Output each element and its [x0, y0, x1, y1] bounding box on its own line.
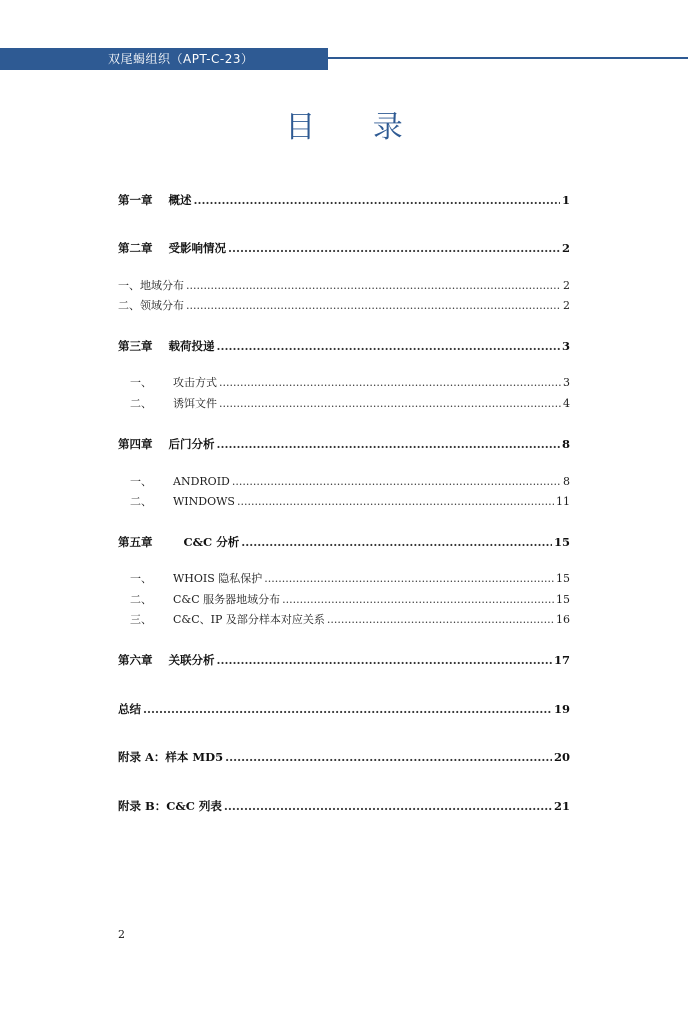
toc-entry-chapter-1[interactable]	[118, 192, 570, 208]
chapter-label: 第二章	[118, 241, 153, 255]
page-ref: 2	[561, 241, 570, 255]
dot-leader	[327, 612, 554, 628]
chapter-label: 第四章	[118, 437, 153, 451]
chapter-label: 第一章	[118, 193, 153, 207]
toc-entry-chapter-3[interactable]	[118, 338, 570, 354]
toc-title: 目 录	[285, 110, 427, 145]
dot-leader	[219, 396, 561, 412]
toc-entry-appendix-a[interactable]	[118, 749, 570, 765]
page-ref: 17	[553, 653, 570, 667]
chapter-title: 总结	[118, 702, 141, 716]
toc-entry-section[interactable]	[118, 474, 570, 490]
chapter-label: 第五章	[118, 535, 153, 549]
page-ref: 8	[563, 475, 570, 488]
chapter-label: 第六章	[118, 653, 153, 667]
section-prefix: 一、	[130, 572, 152, 585]
toc-entry-chapter-5[interactable]	[118, 534, 570, 550]
toc-entry-chapter-2[interactable]	[118, 240, 570, 256]
page-ref: 11	[556, 495, 570, 508]
section-prefix: 三、	[130, 613, 152, 626]
dot-leader	[241, 534, 552, 550]
dot-leader	[217, 338, 560, 354]
page-ref: 20	[553, 750, 570, 764]
dot-leader	[224, 798, 552, 814]
dot-leader	[237, 494, 554, 510]
chapter-title: 载荷投递	[168, 339, 215, 353]
section-title: 攻击方式	[173, 376, 217, 389]
running-header	[0, 48, 688, 70]
section-title: WHOIS 隐私保护	[173, 572, 263, 585]
toc-entry-section[interactable]	[118, 571, 570, 587]
dot-leader	[232, 474, 561, 490]
page-ref: 19	[553, 702, 570, 716]
page-ref: 15	[556, 572, 570, 585]
dot-leader	[282, 592, 554, 608]
toc-entry-section[interactable]	[118, 612, 570, 628]
toc-entry-section[interactable]	[118, 375, 570, 391]
toc-entry-chapter-4[interactable]	[118, 436, 570, 452]
toc-entry-section[interactable]	[118, 278, 570, 294]
dot-leader	[143, 701, 552, 717]
page-ref: 16	[556, 613, 570, 626]
page-ref: 15	[553, 535, 570, 549]
page-ref: 4	[563, 397, 570, 410]
toc-entry-section[interactable]	[118, 592, 570, 608]
toc-entry-summary[interactable]	[118, 701, 570, 717]
section-prefix: 二、	[130, 397, 152, 410]
page-ref: 1	[561, 193, 570, 207]
section-prefix: 二、	[130, 593, 152, 606]
dot-leader	[186, 298, 561, 314]
section-prefix: 二、	[130, 495, 152, 508]
page-ref: 3	[561, 339, 570, 353]
page-ref: 15	[556, 593, 570, 606]
toc-entry-section[interactable]	[118, 298, 570, 314]
dot-leader	[228, 240, 560, 256]
dot-leader	[194, 192, 560, 208]
dot-leader	[225, 749, 552, 765]
section-title: 领域分布	[140, 299, 184, 312]
section-title: C&C 服务器地域分布	[173, 593, 281, 606]
section-prefix: 二、	[118, 299, 140, 312]
chapter-title: 概述	[168, 193, 192, 207]
page-ref: 2	[563, 279, 570, 292]
section-title: WINDOWS	[173, 495, 235, 508]
dot-leader	[217, 652, 552, 668]
header-rule	[328, 57, 688, 59]
page-ref: 8	[561, 437, 570, 451]
toc-entry-appendix-b[interactable]	[118, 798, 570, 814]
section-title: ANDROID	[173, 475, 230, 488]
page-ref: 3	[563, 376, 570, 389]
section-title: 诱饵文件	[173, 397, 217, 410]
dot-leader	[217, 436, 560, 452]
section-title: 地域分布	[140, 279, 184, 292]
toc-entry-chapter-6[interactable]	[118, 652, 570, 668]
toc-entry-section[interactable]	[118, 494, 570, 510]
chapter-title: C&C 分析	[183, 535, 240, 549]
page-ref: 21	[553, 799, 570, 813]
section-prefix: 一、	[118, 279, 140, 292]
chapter-title: 附录 B：C&C 列表	[118, 799, 222, 813]
section-prefix: 一、	[130, 475, 152, 488]
section-title: C&C、IP 及部分样本对应关系	[173, 613, 325, 626]
toc-entry-section[interactable]	[118, 396, 570, 412]
chapter-title: 关联分析	[168, 653, 215, 667]
chapter-title: 后门分析	[168, 437, 215, 451]
section-prefix: 一、	[130, 376, 152, 389]
chapter-title: 受影响情况	[168, 241, 226, 255]
dot-leader	[219, 375, 561, 391]
header-title: 双尾蝎组织（APT-C-23）	[0, 48, 328, 70]
page-ref: 2	[563, 299, 570, 312]
chapter-label: 第三章	[118, 339, 153, 353]
chapter-title: 附录 A：样本 MD5	[118, 750, 224, 764]
page-number: 2	[118, 928, 125, 941]
dot-leader	[264, 571, 554, 587]
dot-leader	[186, 278, 561, 294]
